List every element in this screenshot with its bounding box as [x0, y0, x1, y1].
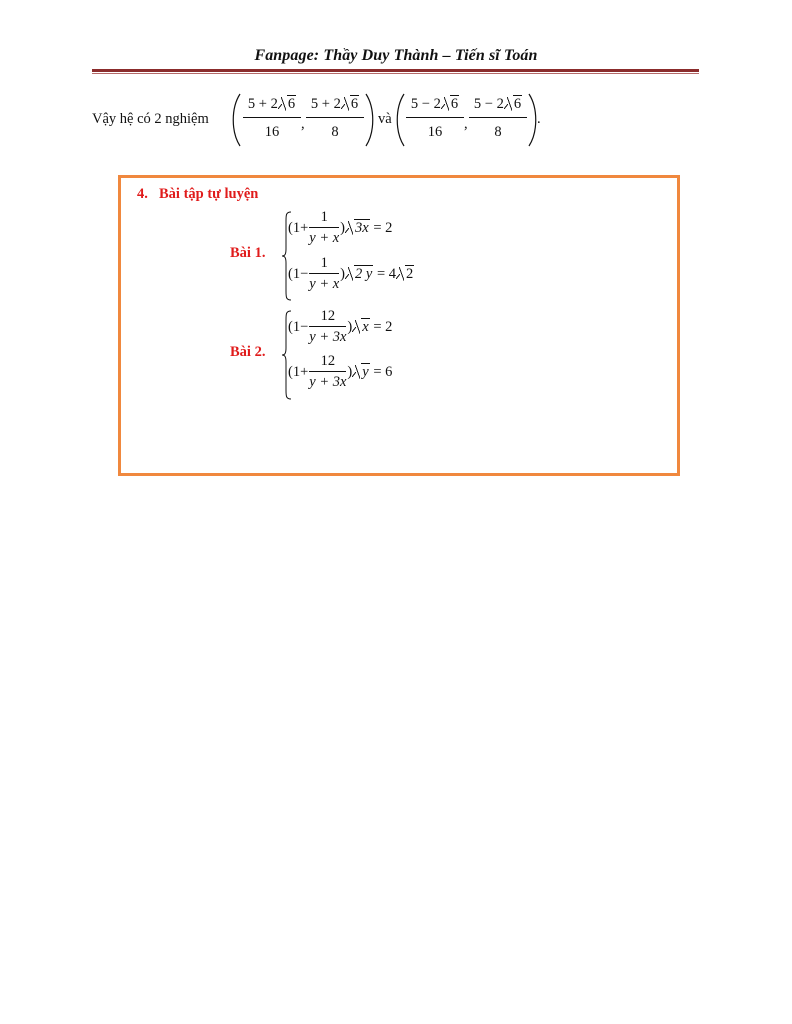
exercise-1-equation-2 — [288, 255, 414, 293]
sqrt-symbol: 3x — [345, 219, 370, 237]
left-paren — [232, 92, 242, 148]
exercise-box — [118, 175, 680, 476]
equation-rhs: = 2 — [373, 219, 393, 236]
fraction-numerator: 12 — [320, 353, 336, 369]
sqrt-symbol: 2 — [396, 265, 414, 283]
equation-close: ) — [340, 265, 346, 282]
equation-fraction — [309, 353, 346, 391]
fraction-numerator: 5 + 2 — [247, 96, 278, 112]
fraction-denominator: y + 3x — [309, 329, 347, 345]
page-header: Fanpage: Thầy Duy Thành – Tiến sĩ Toán — [254, 47, 538, 64]
fraction-bar — [243, 117, 301, 118]
sqrt-symbol: 6 — [278, 95, 296, 113]
section-number: 4. — [137, 186, 148, 202]
exercise-1-label: Bài 1. — [230, 245, 266, 261]
header-rule-thin — [92, 73, 699, 74]
fraction-bar — [306, 117, 364, 118]
fraction-numerator: 1 — [320, 209, 328, 225]
equation-open: (1+ — [288, 219, 309, 236]
sqrt-symbol: 6 — [504, 95, 522, 113]
equation-rhs: = 2 — [373, 318, 393, 335]
exercise-1-equation-1 — [288, 209, 392, 247]
fraction-bar — [406, 117, 464, 118]
equation-open: (1− — [288, 265, 309, 282]
fraction-denominator: 8 — [494, 124, 502, 140]
fraction-numerator: 1 — [320, 255, 328, 271]
exercise-2-label: Bài 2. — [230, 344, 266, 360]
fraction-denominator: 8 — [331, 124, 339, 140]
sqrt-symbol: y — [352, 363, 369, 381]
equation-rhs: = 4 — [376, 265, 397, 282]
comma: , — [464, 116, 468, 132]
sqrt-symbol: 6 — [441, 95, 459, 113]
equation-rhs: = 6 — [373, 363, 393, 380]
fraction-denominator: y + 3x — [309, 374, 347, 390]
solution2-y-fraction — [469, 95, 527, 141]
conjunction-and: và — [378, 111, 392, 127]
fraction-bar — [469, 117, 527, 118]
equation-fraction — [309, 209, 339, 247]
fraction-numerator: 5 − 2 — [473, 96, 504, 112]
right-paren — [527, 92, 537, 148]
fraction-denominator: 16 — [427, 124, 443, 140]
solution1-y-fraction — [306, 95, 364, 141]
exercise-2-equation-2 — [288, 353, 392, 391]
solution2-x-fraction — [406, 95, 464, 141]
fraction-numerator: 12 — [320, 308, 336, 324]
solution1-x-fraction — [243, 95, 301, 141]
fraction-denominator: y + x — [309, 276, 340, 292]
equation-fraction — [309, 308, 346, 346]
right-paren — [364, 92, 374, 148]
header-rule — [92, 69, 699, 72]
exercise-2-equation-1 — [288, 308, 392, 346]
comma: , — [301, 116, 305, 132]
fraction-denominator: y + x — [309, 230, 340, 246]
sqrt-symbol: 6 — [341, 95, 359, 113]
equation-close: ) — [347, 318, 353, 335]
conclusion-line — [92, 92, 712, 148]
fraction-numerator: 5 − 2 — [410, 96, 441, 112]
section-title: Bài tập tự luyện — [159, 186, 259, 202]
sqrt-symbol: x — [352, 318, 369, 336]
sqrt-symbol: 2 y — [345, 265, 373, 283]
equation-open: (1− — [288, 318, 309, 335]
period: . — [537, 111, 541, 127]
equation-close: ) — [340, 219, 346, 236]
equation-close: ) — [347, 363, 353, 380]
equation-open: (1+ — [288, 363, 309, 380]
equation-fraction — [309, 255, 339, 293]
conclusion-lead: Vậy hệ có 2 nghiệm — [92, 111, 209, 127]
left-paren — [396, 92, 406, 148]
fraction-denominator: 16 — [264, 124, 280, 140]
section-heading — [137, 186, 258, 203]
fraction-numerator: 5 + 2 — [310, 96, 341, 112]
